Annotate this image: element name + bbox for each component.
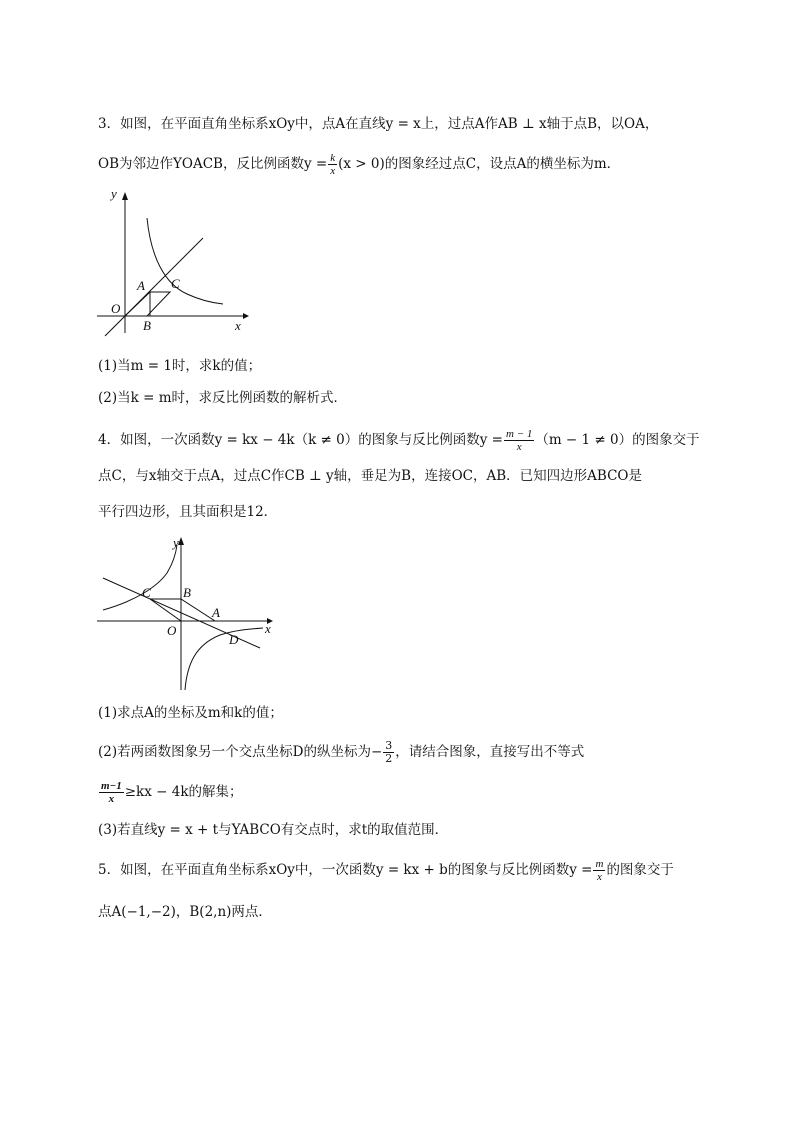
frac-den: x	[597, 871, 602, 883]
fraction-m-minus-1-over-x	[504, 428, 534, 453]
frac-den: x	[330, 165, 336, 177]
p4-label-y: y	[173, 535, 179, 550]
p4-label-C: C	[142, 585, 151, 600]
p4-label-D: D	[229, 632, 239, 647]
p4-label-B: B	[183, 585, 191, 600]
fraction-m-minus-1-over-x-bold	[99, 780, 124, 805]
p3-line2a: OB为邻边作	[98, 156, 173, 172]
p5-line1a: 5．如图，在平面直角坐标系xOy中，一次函数y = kx + b的图象与反比例函数y =	[98, 862, 593, 878]
fraction-m-over-x	[593, 858, 605, 883]
p5-line2: 点A(−1,−2)，B(2,n)两点．	[98, 904, 272, 920]
p3-label-B: B	[143, 318, 151, 333]
p3-line2d: (x > 0)的图象经过点C，设点A的横坐标为m．	[338, 156, 621, 172]
p4-q2-inequality	[98, 780, 243, 805]
p4-hyperbola-right	[185, 628, 263, 690]
frac-num: k	[330, 152, 336, 164]
p3-figure	[95, 188, 255, 338]
p4-line3: 平行四边形，且其面积是12．	[98, 504, 278, 520]
fraction-k-over-x	[328, 152, 337, 177]
p3-parallelogram	[125, 292, 170, 316]
p3-label-O: O	[111, 301, 121, 316]
p4-figure	[95, 535, 280, 695]
frac-num: m	[595, 858, 604, 870]
p3-q2: (2)当k = m时，求反比例函数的解析式．	[98, 390, 347, 406]
p4-q2b: ，请结合图象，直接写出不等式	[395, 744, 585, 760]
p3-line2	[98, 152, 620, 177]
p4-line1a: 4．如图，一次函数y = kx − 4k（k ≠ 0）的图象与反比例函数y =	[98, 432, 503, 448]
p3-label-y: y	[111, 188, 117, 201]
p3-y-arrow	[122, 192, 128, 200]
p3-line1: 3．如图，在平面直角坐标系xOy中，点A在直线y = x上，过点A作AB ⊥ x轴于点B，以OA，	[98, 116, 659, 132]
p4-hyperbola-left	[103, 545, 177, 610]
p4-label-O: O	[167, 623, 177, 638]
p3-label-C: C	[171, 276, 180, 291]
p3-q1: (1)当m = 1时，求k的值；	[98, 358, 262, 374]
p3-line2c: ，反比例函数y =	[222, 156, 328, 172]
p3-x-arrow	[243, 313, 249, 319]
frac-num: 3	[385, 739, 393, 752]
parallelogram-label: YOACB	[173, 156, 223, 172]
p4-y-arrow	[178, 537, 184, 545]
fraction-3-over-2	[383, 740, 394, 765]
p5-line1	[98, 858, 674, 883]
frac-den: x	[516, 441, 522, 453]
p4-line2: 点C，与x轴交于点A，过点C作CB ⊥ y轴，垂足为B，连接OC，AB．已知四边形ABCO是	[98, 468, 642, 484]
frac-den: 2	[385, 752, 393, 765]
p4-q2a: (2)若两函数图象另一个交点坐标D的纵坐标为−	[98, 744, 383, 760]
p3-label-x: x	[235, 318, 241, 333]
p4-parallelogram	[150, 599, 215, 621]
p3-hyperbola	[147, 218, 223, 304]
frac-den: x	[108, 793, 115, 805]
frac-num: m − 1	[505, 428, 533, 440]
frac-num: m−1	[101, 780, 122, 792]
p4-line1b: （m − 1 ≠ 0）的图象交于	[535, 432, 700, 448]
p4-line1	[98, 428, 700, 453]
p4-label-x: x	[265, 621, 271, 636]
p4-q2c: ≥kx − 4k的解集；	[124, 784, 243, 800]
p3-label-A: A	[137, 278, 145, 293]
p4-q1: (1)求点A的坐标及m和k的值；	[98, 705, 283, 721]
p4-q2	[98, 740, 584, 765]
p4-q3: (3)若直线y = x + t与YABCO有交点时，求t的取值范围．	[98, 822, 449, 838]
p5-line1b: 的图象交于	[606, 862, 674, 878]
p4-label-A: A	[212, 605, 220, 620]
